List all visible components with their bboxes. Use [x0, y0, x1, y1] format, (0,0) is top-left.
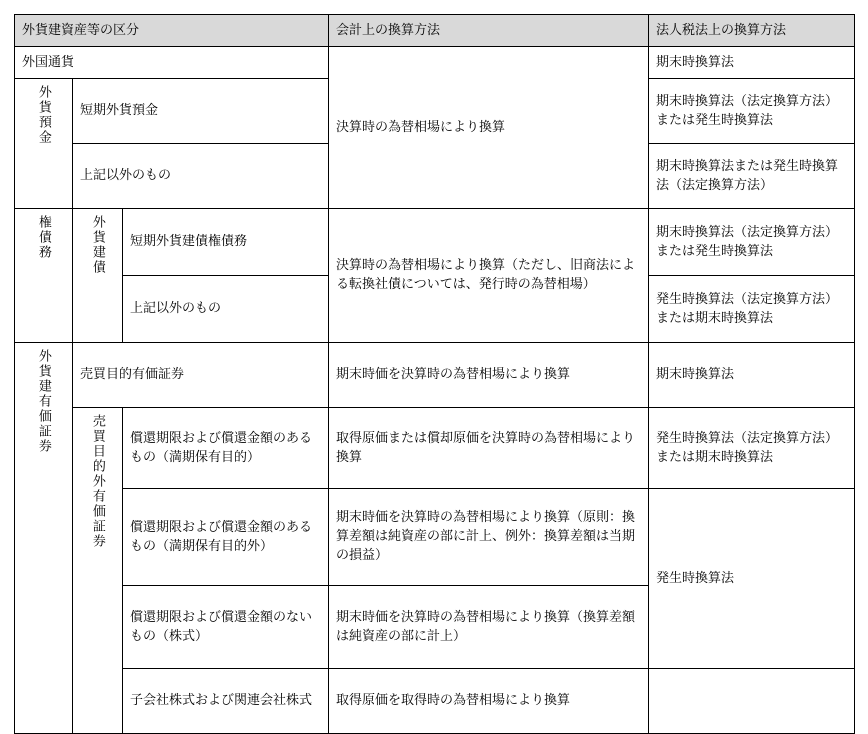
group-label-securities: 外貨建有価証券	[15, 342, 73, 733]
row-label-short-term-receivable: 短期外貨建債権債務	[123, 208, 329, 275]
sub-label-receivables: 外貨建債	[73, 208, 123, 342]
row-label-other-receivable: 上記以外のもの	[123, 275, 329, 342]
table-row	[15, 668, 855, 733]
table-row	[15, 342, 855, 407]
accounting-method-no-maturity: 期末時価を決算時の為替相場により換算（換算差額は純資産の部に計上）	[329, 585, 649, 668]
tax-method-other-receivable: 発生時換算法（法定換算方法）または期末時換算法	[649, 275, 855, 342]
tax-method-foreign-currency: 期末時換算法	[649, 46, 855, 78]
header-tax-method: 法人税法上の換算方法	[649, 15, 855, 47]
table-row	[15, 488, 855, 585]
row-label-subsidiary: 子会社株式および関連会社株式	[123, 668, 329, 733]
accounting-method-non-held-to-maturity: 期末時価を決算時の為替相場により換算（原則：換算差額は純資産の部に計上、例外：換算差額は当期の損益）	[329, 488, 649, 585]
tax-method-short-term-receivable: 期末時換算法（法定換算方法）または発生時換算法	[649, 208, 855, 275]
row-label-foreign-currency: 外国通貨	[15, 46, 329, 78]
sub-group-label-non-trading-securities: 売買目的外有価証券	[73, 407, 123, 733]
accounting-method-trading-securities: 期末時価を決算時の為替相場により換算	[329, 342, 649, 407]
tax-method-trading-securities: 期末時換算法	[649, 342, 855, 407]
row-label-trading-securities: 売買目的有価証券	[73, 342, 329, 407]
tax-method-no-maturity: 発生時換算法	[649, 488, 855, 668]
accounting-method-subsidiary: 取得原価を取得時の為替相場により換算	[329, 668, 649, 733]
foreign-currency-translation-table	[14, 14, 855, 734]
table-row	[15, 46, 855, 78]
header-category: 外貨建資産等の区分	[15, 15, 329, 47]
header-accounting-method: 会計上の換算方法	[329, 15, 649, 47]
tax-method-other-deposit: 期末時換算法または発生時換算法（法定換算方法）	[649, 143, 855, 208]
tax-method-subsidiary-empty	[649, 668, 855, 733]
table-header-row	[15, 15, 855, 47]
table-header	[15, 15, 855, 47]
row-label-non-held-to-maturity: 償還期限および償還金額のあるもの（満期保有目的外）	[123, 488, 329, 585]
tax-method-short-term-deposit: 期末時換算法（法定換算方法）または発生時換算法	[649, 78, 855, 143]
row-label-held-to-maturity: 償還期限および償還金額のあるもの（満期保有目的）	[123, 407, 329, 488]
table-row	[15, 407, 855, 488]
accounting-method-receivables: 決算時の為替相場により換算（ただし、旧商法による転換社債については、発行時の為替相場）	[329, 208, 649, 342]
group-label-receivables: 権債務	[15, 208, 73, 342]
accounting-method-held-to-maturity: 取得原価または償却原価を決算時の為替相場により換算	[329, 407, 649, 488]
accounting-method-deposits: 決算時の為替相場により換算	[329, 46, 649, 208]
row-label-short-term-deposit: 短期外貨預金	[73, 78, 329, 143]
row-label-other-deposit: 上記以外のもの	[73, 143, 329, 208]
table-row	[15, 208, 855, 275]
table-body	[15, 46, 855, 733]
tax-method-held-to-maturity: 発生時換算法（法定換算方法）または期末時換算法	[649, 407, 855, 488]
row-label-no-maturity: 償還期限および償還金額のないもの（株式）	[123, 585, 329, 668]
group-label-deposits: 外貨預金	[15, 78, 73, 208]
